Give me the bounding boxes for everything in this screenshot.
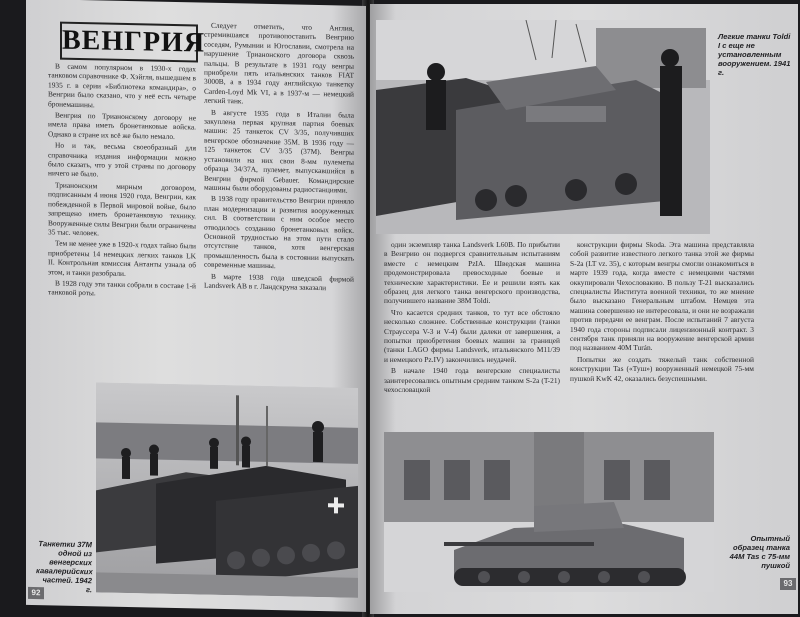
paragraph: В 1938 году правительство Венгрии приняло план модернизации и развития вооруженных сил. В соответствии с ним особое место отводилось созданию бронетанковых войск. Основной трудностью на этом пути стало отсутствие танков, хотя венгерская промышленность была в состоянии выпускать современные машины. xyxy=(204,194,354,271)
paragraph: В марте 1938 года шведской фирмой Landsverk AB в г. Ландскруна заказали xyxy=(204,271,354,293)
right-text-column-2 xyxy=(570,240,754,436)
chapter-heading: ВЕНГРИЯ xyxy=(60,22,198,63)
paragraph: В августе 1935 года в Италии была закуплена первая крупная партия боевых машин: 25 танкеток CV 3/35, получивших венгерское обозначение 35M. В 1936 году — 125 танкеток CV 3/35 (37M). Венгры установили на них свои 8-мм пулеметы образца 34/37A, пулемет, выпускавшийся в Венгрии фирмой Gebauer. Командирские машины были оборудованы радиостанциями. xyxy=(204,107,354,195)
right-text-column-1 xyxy=(384,240,560,426)
right-top-caption: Легкие танки Toldi I с еще не установленным вооружением. 1941 г. xyxy=(718,32,791,77)
paragraph: Следует отметить, что Англия, стремившаяся противопоставить Венгрию соседям, Румынии и Югославии, смотрела на нарушение Трианонского договора сквозь пальцы. В результате в 1931 году венгры приобрели пять итальянских танков FIAT 3000B, а в 1934 году английскую танкетку Carden-Loyd Mk VI, а в 1937-м — немецкий легкий танк. xyxy=(204,20,354,106)
left-page xyxy=(26,0,366,612)
right-page xyxy=(370,4,798,614)
toldi-tanks-photo xyxy=(376,20,710,234)
paragraph: один экземпляр танка Landsverk L60B. По прибытии в Венгрию он подвергся сравнительным испытаниям вместе с немецким PzIA. Шведская машина продемонстрировала превосходные боевые и технические характеристики. Ее и решили взять как образец для легкого танка венгерского производства, получившего название 38M Toldi. xyxy=(384,240,560,306)
tankette-column-photo xyxy=(96,382,358,597)
prototype-tank-photo xyxy=(384,432,714,592)
paragraph: Трианонским мирным договором, подписанным 4 июня 1920 года, Венгрии, как побежденной в Первой мировой войне, было запрещено иметь бронетанковую технику. Вооруженные силы Венгрии были ограничены 35 тыс. человек. xyxy=(48,180,196,238)
paragraph: конструкции фирмы Skoda. Эта машина представляла собой развитие известного легкого танка этой же фирмы S-2a (LT vz. 35), с которым венгры смогли ознакомиться в марте 1939 года, когда вместе с немецкими частями оккупировали Чехословакию. В пользу T-21 высказались специалисты Института военной техники, то же мнение было высказано Генеральным штабом. Немцев эта машина совершенно не интересовала, и они не возражали против передачи ее венграм. После испытаний 7 августа 1940 года стороны подписали лицензионный контракт. 3 сентября танк приняли на вооружение венгерской армии под названием 40M Turán. xyxy=(570,240,754,353)
left-photo-caption: Танкетки 37M одной из венгерских кавалерийских частей. 1942 г. xyxy=(36,539,93,595)
paragraph: Венгрия по Трианонскому договору не имела права иметь бронетанковые войска. Однако в стране их всё же было немало. xyxy=(48,110,196,141)
paragraph: Тем не менее уже в 1920-х годах тайно были приобретены 14 немецких легких танков LK II. Контрольная комиссия Антанты узнала об этом, и танки разобрали. xyxy=(48,238,196,278)
paragraph: В 1928 году эти танки собрали в составе 1-й танковой роты. xyxy=(48,278,196,298)
right-bottom-caption: Опытный образец танка 44M Tas с 75-мм пушкой xyxy=(729,534,790,570)
left-text-column-1 xyxy=(48,61,196,364)
left-text-column-2 xyxy=(204,21,354,370)
paragraph: В самом популярном в 1930-х годах танковом справочнике Ф. Хэйгля, вышедшем в 1935 г. в серии «Библиотека командира», о Венгрии было сказано, что у неё есть четыре бронемашины. xyxy=(48,61,196,109)
right-page-number: 93 xyxy=(780,578,796,590)
left-page-number: 92 xyxy=(28,587,44,599)
paragraph: Что касается средних танков, то тут все обстояло несколько сложнее. Собственные конструкции (танки Страуссера V-3 и V-4) были далеки от завершения, а попытки приобретения боевых машин за границей (танки LAGO фирмы Landsverk, итальянского M11/39 и немецкого Pz.IV) закончились неудачей. xyxy=(384,307,560,364)
paragraph: Но и так, весьма своеобразный для справочника издания информации можно было сказать, что у этой страны по договору ничего не было. xyxy=(48,140,196,179)
paragraph: В начале 1940 года венгерские специалисты заинтересовались опытным средним танком S-2a (T-21) чехословацкой xyxy=(384,366,560,395)
paragraph: Попытки же создать тяжелый танк собственной конструкции Tas («Туш») вооруженный немецкой 75-мм пушкой KwK 42, оказались безуспешными. xyxy=(570,354,754,383)
